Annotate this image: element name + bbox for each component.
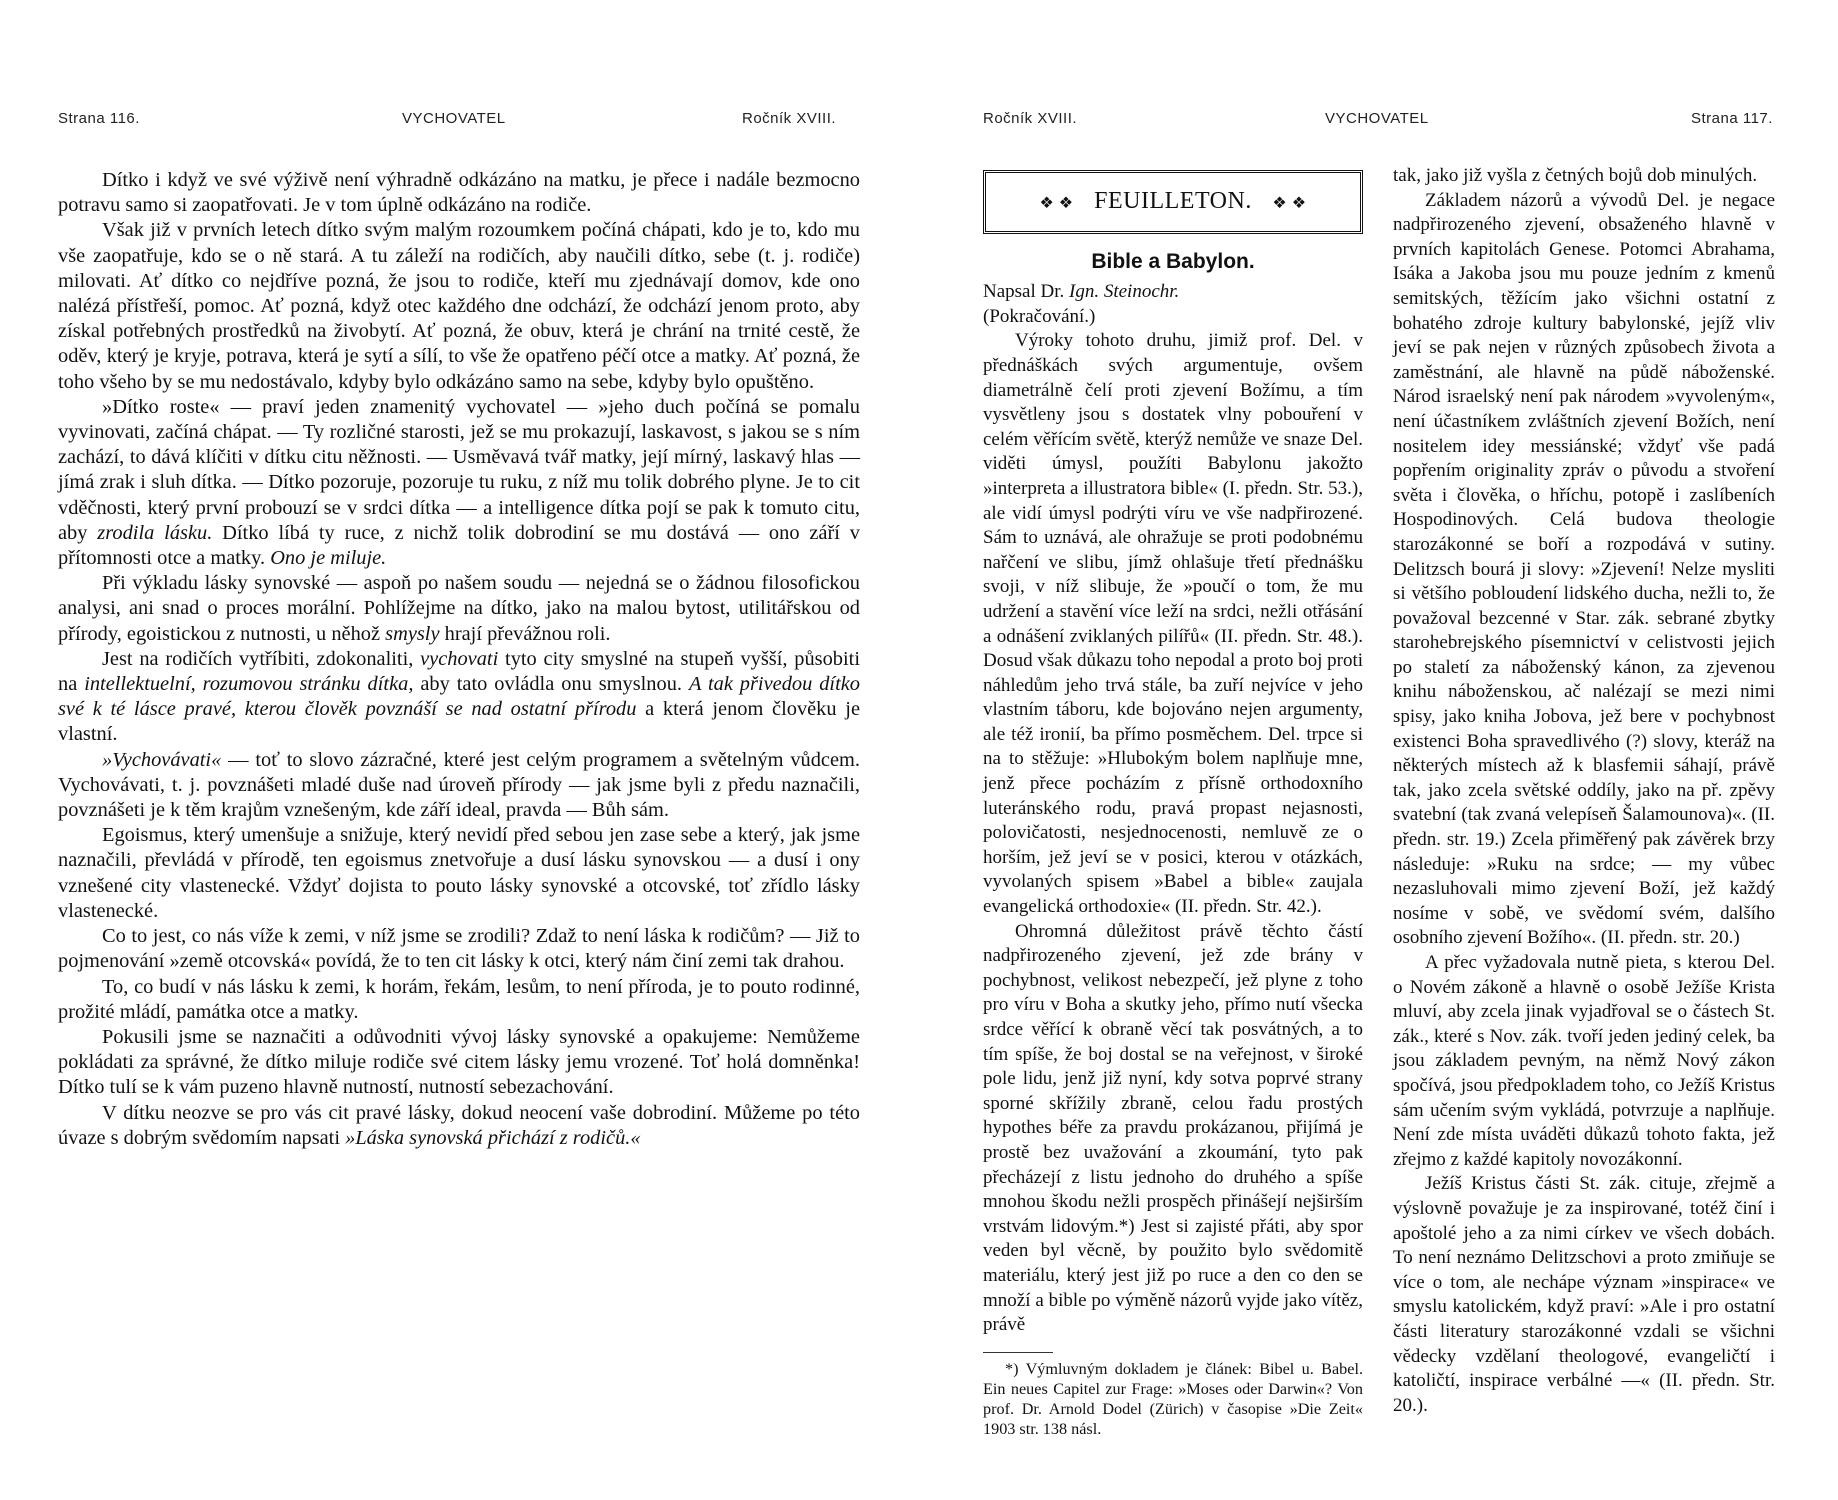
paragraph: Výroky tohoto druhu, jimiž prof. Del. v přednáškách svých argumentuje, ovšem diametrálně čelí proti zjevení Božímu, a tím vysvětleny jsou s dostatek vlny pobouření v celém věřícím světě, kterýž nemůže ve snaze Del. viděti úmysl, použíti Babylonu jakožto »interpreta a illustratora bible« (I. předn. Str. 53.), ale vidí úmysl podrýti víru ve vše nadpřirozené. Sám to uznává, ale ohražuje se proti podobnému nařčení ve slibu, jímž ohlašuje třetí přednášku svoji, v níž slibuje, že »poučí o tom, že mu udržení a stavění více leží na srdci, nežli otřásání a odnášení zviklaných pilířů« (II. předn. Str. 48.). Dosud však důkazu toho nepodal a proto boj proti náhledům jeho trvá stále, ba zuří nejvíce v jeho vlastním táboru, kde bojováno nejen argumenty, ale též ironií, ba přímo posměchem. Del. trpce si na to stěžuje: »Hlubokým bolem naplňuje mne, jenž přece pocházím z přísně orthodoxního luteránského rodu, pravá propast nejasnosti, polovičatosti, nesjednocenosti, nemluvě ze o horším, jež jeví se v posici, kterou v otázkách, vyvolaných spisem »Babel a bible« zaujala evangelická orthodoxie« (II. předn. Str. 42.). [983, 330, 1363, 918]
paragraph: Ohromná důležitost právě těchto částí nadpřirozeného zjevení, jež zde brány v pochybnost, velikost nebezpečí, jež plyne z toho pro víru v Boha a skutky jeho, přímo nutí všecka srdce věřící k obraně věcí tak posvátných, a to tím spíše, že boj dostal se na veřejnost, v široké pole lidu, jenž již nyní, kdy sotva poprvé strany sporné skřížily zbraně, celou řadu prostých hypothes béře za pravdu prokázanou, přijímá je prostě bez uvažování a zkoumání, tyto pak přecházejí z listu jednoho do druhého a spíše mnohou škodu nežli prospěch přinášejí nejširším vrstvám lidovým.*) Jest si zajisté přáti, aby spor veden byl věcně, by použito bylo svědomitě materiálu, který jest již po ruce a den co den se množí a bible po výměně názorů vyjde jako vítěz, právě [983, 920, 1363, 1336]
right-page [919, 0, 1838, 1500]
emphasis: intellektuelní, rozumovou stránku dítka, [84, 673, 414, 696]
feuilleton-banner [983, 170, 1363, 234]
footnote-divider [983, 1352, 1053, 1353]
author-name: Ign. Steinochr. [1069, 281, 1180, 303]
paragraph: To, co budí v nás lásku k zemi, k horám, řekám, lesům, to není příroda, je to pouto rodinné, prožité mládí, památka otce a matky. [58, 975, 860, 1023]
feuilleton-heading: FEUILLETON. [1094, 188, 1252, 214]
emphasis: Ono je miluje. [270, 547, 387, 570]
paragraph: »Vychovávati« — toť to slovo zázračné, které jest celým programem a světelným vůdcem. Vychovávati, t. j. povznášeti mladé duše nad úroveň přírody — jak jsme byli z předu naznačili, povznášeti je k těm krajům vznešeným, kde září ideal, pravda — Bůh sám. [58, 748, 860, 822]
emphasis: »Vychovávati« [102, 748, 222, 771]
ornament-icon: ❖ ❖ [1039, 195, 1074, 212]
ornament-icon: ❖ ❖ [1272, 195, 1307, 212]
paragraph: Jest na rodičích vytříbiti, zdokonaliti, vychovati tyto city smyslné na stupeň vyšší, působiti na intellektuelní, rozumovou stránku dítka, aby tato ovládla onu smyslnou. A tak přivedou dítko své k té lásce pravé, kterou člověk povznáší se nad ostatní přírodu a která jenom člověku je vlastní. [58, 647, 860, 746]
journal-title: VYCHOVATEL [402, 110, 506, 127]
paragraph: Dítko i když ve své výživě není výhradně odkázáno na matku, je přece i nadále bezmocno potravu samo si zaopatřovati. Je v tom úplně odkázáno na rodiče. [58, 169, 860, 217]
paragraph: A přec vyžadovala nutně pieta, s kterou Del. o Novém zákoně a hlavně o osobě Ježíše Krista mluví, aby zcela jinak vyjadřoval se o částech St. zák., které s Nov. zák. tvoří jeden jediný celek, ba jsou základem pevným, na němž Nový zákon spočívá, jsou předpokladem toho, co Ježíš Kristus sám učením svým vykládá, potvrzuje a naplňuje. Není zde místa uváděti důkazů tohoto fakta, jež zřejmo z každé kapitoly novozákonní. [1393, 952, 1775, 1170]
volume-label: Ročník XVIII. [742, 110, 837, 127]
paragraph: Pokusili jsme se naznačiti a odůvodniti vývoj lásky synovské a opakujeme: Nemůžeme pokládati za správné, že dítko miluje rodiče své citem lásky jemu vrozené. Toť holá domněnka! Dítko tulí se k vám puzeno hlavně nutností, nutností sebezachování. [58, 1025, 860, 1099]
paragraph: V dítku neozve se pro vás cit pravé lásky, dokud neocení vaše dobrodiní. Můžeme po této úvaze s dobrým svědomím napsati »Láska synovská přichází z rodičů.« [58, 1101, 860, 1149]
emphasis: »Láska synovská přichází z rodičů.« [345, 1126, 641, 1149]
paragraph: Egoismus, který umenšuje a snižuje, který nevidí před sebou jen zase sebe a který, jak jsme naznačili, převládá v přírodě, ten egoismus znetvořuje a dusí lásku synovskou — a dusí i ony vznešené city vlastenecké. Vždyť dojista to pouto lásky synovské a otcovské, toť zřídlo lásky vlastenecké. [58, 824, 860, 922]
continued-note: (Pokračování.) [983, 305, 1096, 327]
journal-title: VYCHOVATEL [1325, 110, 1429, 127]
right-page-right-column [1393, 164, 1775, 1418]
page-number: Strana 117. [1691, 110, 1773, 127]
page-number: Strana 116. [58, 110, 140, 127]
paragraph: Však již v prvních letech dítko svým malým rozoumkem počíná chápati, kdo je to, kdo mu vše zaopatřuje, kdo se o ně stará. A tu záleží na rodičích, aby naučili dítko, sebe (t. j. rodiče) milovati. Ať dítko co nejdříve pozná, že jsou to rodiče, kteří mu zjednávají domov, kde ono nalézá přístřeší, pomoc. Ať pozná, když otec každého dne odchází, že odchází jenom proto, aby získal potřebných prostředků na živobytí. Ať pozná, že obuv, která je chrání na trnité cestě, že oděv, který je kryje, potrava, která je sytí a sílí, to vše že opatřeno péčí otce a matky. Ať pozná, že toho všeho by se mu nedostávalo, kdyby bylo odkázáno samo na sebe, kdyby bylo opuštěno. [58, 219, 860, 393]
emphasis: zrodila lásku. [97, 521, 213, 544]
emphasis: vychovati [420, 647, 499, 670]
paragraph: Ježíš Kristus části St. zák. cituje, zřejmě a výslovně považuje je za inspirované, totéž činí i apoštolé jeho a za nimi církev ve všech dobách. To není neznámo Delitzschovi a proto zmiňuje se více o tom, ale nechápe význam »inspirace« ve smyslu katolickém, když praví: »Ale i pro ostatní části literatury starozákonné vzdali se všichni vědecky vzdělaní theologové, evangeličtí i katoličtí, inspirace verbálné —« (II. předn. Str. 20.). [1393, 1173, 1775, 1416]
right-page-left-column [983, 170, 1363, 1439]
byline: Napsal Dr. Ign. Steinochr. [983, 281, 1180, 303]
paragraph: Při výkladu lásky synovské — aspoň po našem soudu — nejedná se o žádnou filosofickou analysi, ani snad o proces morální. Pohlížejme na dítko, jako na malou bytost, utilitářskou od přírody, egoistickou z nutnosti, u něhož smysly hrají převážnou roli. [58, 572, 860, 645]
paragraph: Základem názorů a vývodů Del. je negace nadpřirozeného zjevení, obsaženého hlavně v prvních kapitolách Genese. Potomci Abrahama, Isáka a Jakoba jsou mu pouze jedním z kmenů semitských, těžícím jako všichni ostatní z bohatého zdroje kultury babylonské, jejíž vliv jeví se pak nejen v různých způsobech života a zaměstnání, ale hlavně na půdě náboženské. Národ israelský není pak národem »vyvoleným«, není účastníkem zvláštních zjevení Božích, není nositelem idey messiánské; vždyť vše padá popřením originality zpráv o původu a stvoření světa i člověka, o hříchu, potopě i zaslíbeních Hospodinových. Celá budova theologie starozákonné se boří a rozpodává v sutiny. Delitzsch bourá ji slovy: »Zjevení! Nelze mysliti si většího pobloudení lidského ducha, nežli to, že považoval bezcenné v Star. zák. sebrané zbytky starohebrejského písemnictví v celistvosti jejich po staletí za náboženský kánon, za zjevenou knihu náboženskou, ač nalézají se mezi nimi spisy, jako kniha Jobova, jež bere v pochybnost existenci Boha spravedlivého (?) slovy, kteráž na některých místech až k blasfemii sáhají, právě tak, jako zcela světské oddíly, jako na př. zpěvy svatební (tak zvaná velepíseň Šalamounova)«. (II. předn. str. 19.) Zcela přiměřený pak závěrek brzy následuje: »Ruku na srdce; — my vůbec nezasluhovali mimo zjevení Boží, jež každý nosíme v sobě, ve svědomí svém, dalšího osobního zjevení Božího«. (II. předn. str. 20.) [1393, 189, 1775, 949]
paragraph: »Dítko roste« — praví jeden znamenitý vychovatel — »jeho duch počíná se pomalu vyvinovati, začíná chápat. — Ty rozličné starosti, jež se mu prokazují, laskavost, s jakou se s ním zachází, to dává klíčiti v dítku citu něžnosti. — Usměvavá tvář matky, její mírný, laskavý hlas — jímá zrak i sluh dítka. — Dítko pozoruje, pozoruje tu ruku, z níž mu tolik dobrého plyne. Je to cit vděčnosti, který první probouzí se v srdci dítka — a intelligence dítka pojí se pak k tomuto citu, aby zrodila lásku. Dítko líbá ty ruce, z nichž tolik dobrodiní se mu dostává — ono září v přítomnosti otce a matky. Ono je miluje. [58, 395, 860, 570]
article-title: Bible a Babylon. [1091, 249, 1255, 273]
paragraph: tak, jako již vyšla z četných bojů dob minulých. [1393, 165, 1758, 186]
emphasis: A tak přivedou dítko své k té lásce pravé, kterou člověk povznáší se nad ostatní přírodu [58, 673, 860, 721]
footnote: *) Výmluvným dokladem je článek: Bibel u. Babel. Ein neues Capitel zur Frage: »Moses oder Darwin«? Von prof. Dr. Arnold Dodel (Zürich) v časopise »Die Zeit« 1903 str. 138 násl. [983, 1359, 1363, 1438]
volume-label: Ročník XVIII. [983, 110, 1078, 127]
emphasis: smysly [385, 622, 440, 645]
paragraph: Co to jest, co nás víže k zemi, v níž jsme se zrodili? Zdaž to není láska k rodičům? — Již to pojmenování »země otcovská« povídá, že to ten cit lásky k otci, který nám činí zemi tak drahou. [58, 925, 860, 973]
left-page-text [58, 168, 860, 1151]
